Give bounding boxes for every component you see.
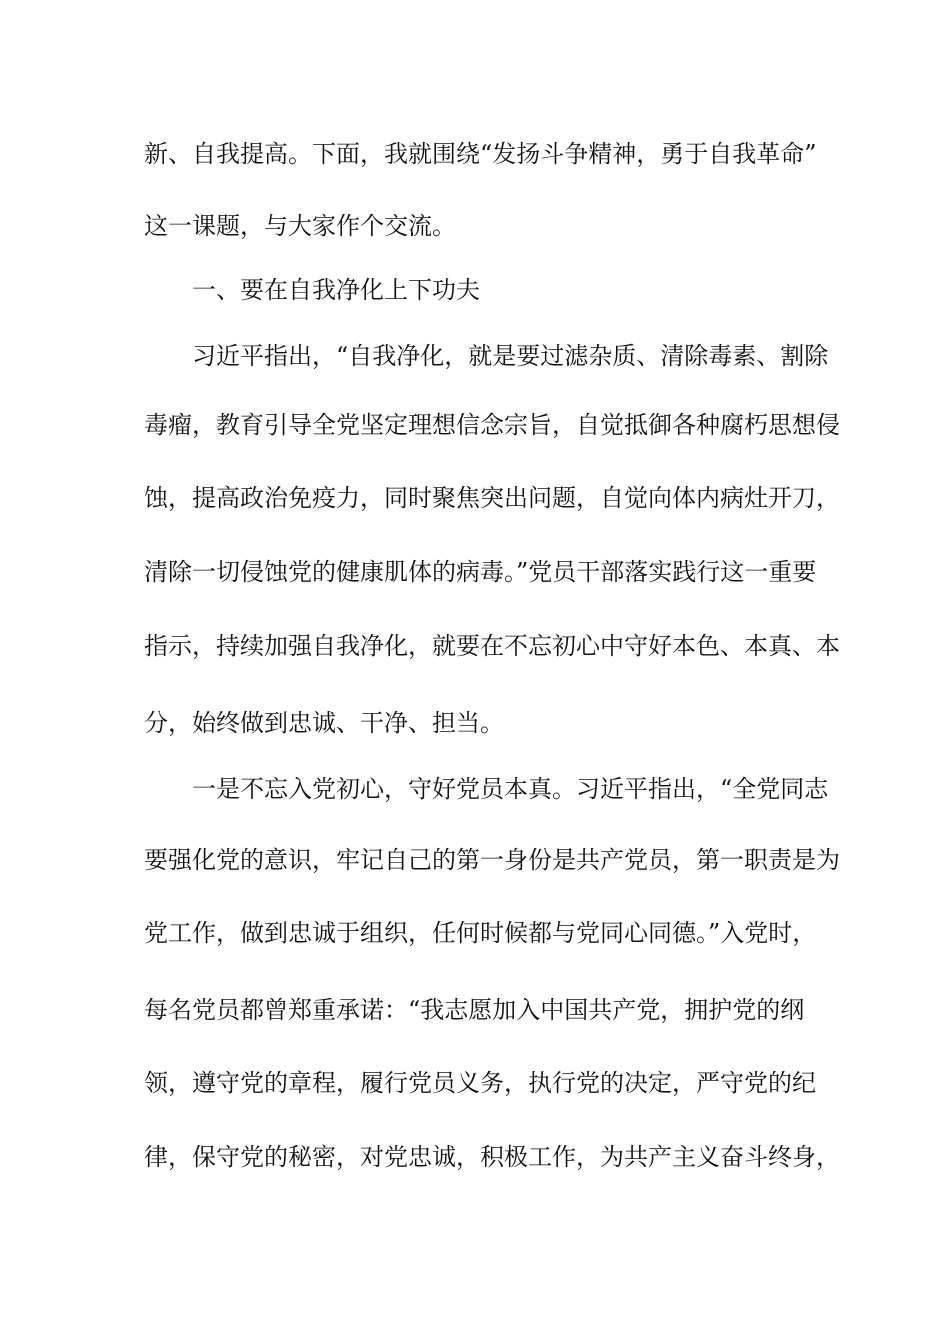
section-heading: 一、要在自我净化上下功夫 xyxy=(192,276,480,304)
text-line: 指示，持续加强自我净化，就要在不忘初心中守好本色、本真、本 xyxy=(144,632,840,660)
text-line: 律，保守党的秘密，对党忠诚，积极工作，为共产主义奋斗终身， xyxy=(144,1143,840,1171)
text-line: 要强化党的意识，牢记自己的第一身份是共产党员，第一职责是为 xyxy=(144,846,840,874)
text-line: 清除一切侵蚀党的健康肌体的病毒。”党员干部落实践行这一重要 xyxy=(144,558,817,586)
text-line: 每名党员都曾郑重承诺：“我志愿加入中国共产党，拥护党的纲 xyxy=(144,996,805,1024)
text-line: 新、自我提高。下面，我就围绕“发扬斗争精神，勇于自我革命” xyxy=(144,140,817,168)
text-line: 习近平指出，“自我净化，就是要过滤杂质、清除毒素、割除 xyxy=(192,342,829,370)
text-line: 领，遵守党的章程，履行党员义务，执行党的决定，严守党的纪 xyxy=(144,1069,816,1097)
text-line: 一是不忘入党初心，守好党员本真。习近平指出，“全党同志 xyxy=(192,775,829,803)
text-line: 这一课题，与大家作个交流。 xyxy=(144,212,456,240)
text-line: 蚀，提高政治免疫力，同时聚焦突出问题，自觉向体内病灶开刀， xyxy=(144,484,840,512)
text-line: 毒瘤，教育引导全党坚定理想信念宗旨，自觉抵御各种腐朽思想侵 xyxy=(144,411,840,439)
text-line: 党工作，做到忠诚于组织，任何时候都与党同心同德。”入党时， xyxy=(144,919,817,947)
text-line: 分，始终做到忠诚、干净、担当。 xyxy=(144,709,504,737)
